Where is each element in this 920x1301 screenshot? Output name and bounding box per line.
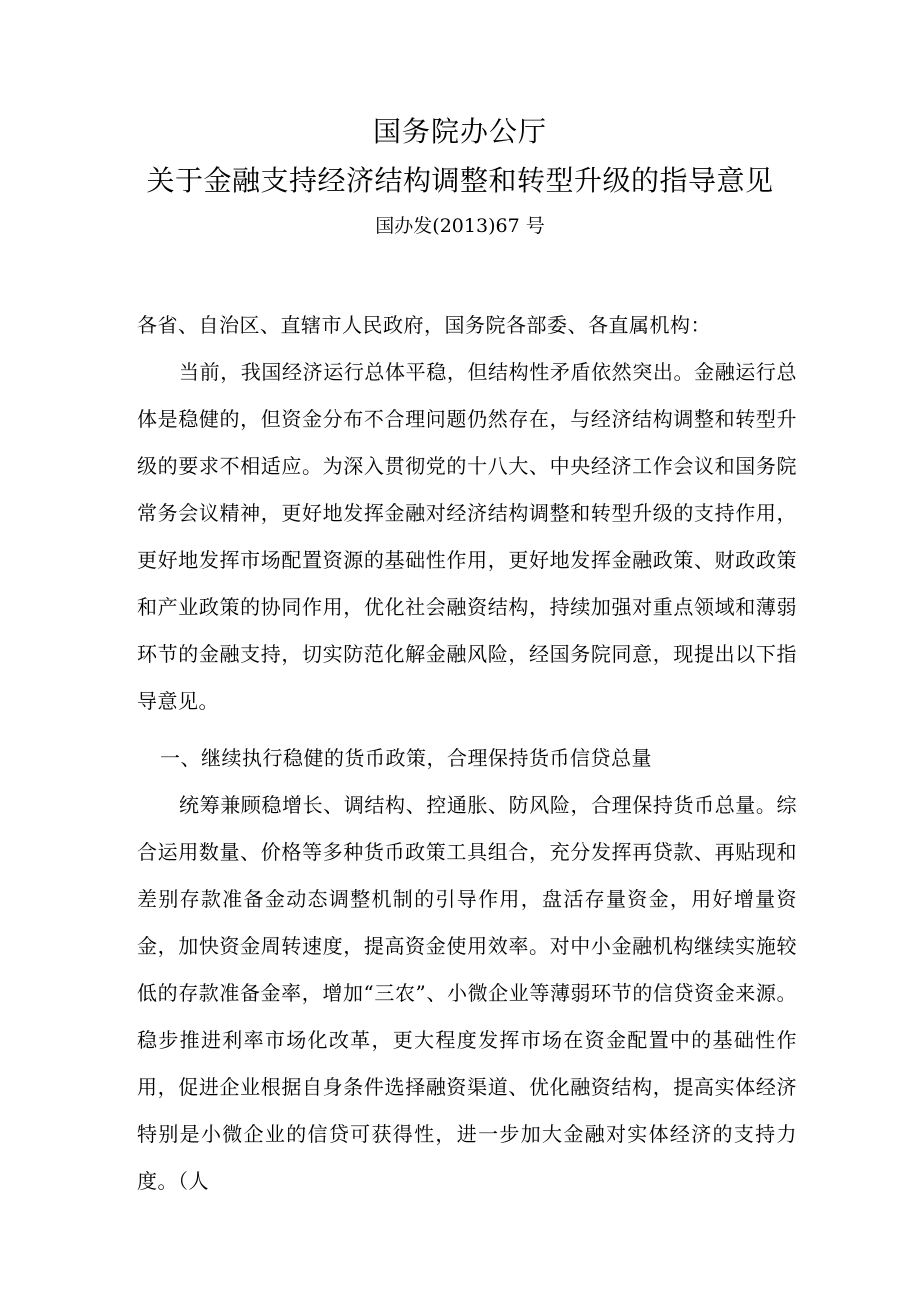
document-title: 关于金融支持经济结构调整和转型升级的指导意见 bbox=[146, 164, 774, 197]
document-issuer: 国务院办公厅 bbox=[372, 115, 547, 148]
paragraph-intro: 当前，我国经济运行总体平稳，但结构性矛盾依然突出。金融运行总体是稳健的，但资金分布不合理问题仍然存在，与经济结构调整和转型升级的要求不相适应。为深入贯彻党的十八大、中央经济工作会议和国务院常务会议精神，更好地发挥金融对经济结构调整和转型升级的支持作用，更好地发挥市场配置资源的基础性作用，更好地发挥金融政策、财政政策和产业政策的协同作用，优化社会融资结构，持续加强对重点领域和薄弱环节的金融支持，切实防范化解金融风险，经国务院同意，现提出以下指导意见。 bbox=[137, 360, 797, 713]
document-number: 国办发(2013)67 号 bbox=[375, 215, 545, 237]
section-heading-1: 一、继续执行稳健的货币政策，合理保持货币信贷总量 bbox=[160, 746, 652, 770]
salutation: 各省、自治区、直辖市人民政府，国务院各部委、各直属机构： bbox=[137, 313, 711, 337]
paragraph-section-1: 统筹兼顾稳增长、调结构、控通胀、防风险，合理保持货币总量。综合运用数量、价格等多种货币政策工具组合，充分发挥再贷款、再贴现和差别存款准备金动态调整机制的引导作用，盘活存量资金，用好增量资金，加快资金周转速度，提高资金使用效率。对中小金融机构继续实施较低的存款准备金率，增加“三农”、小微企业等薄弱环节的信贷资金来源。稳步推进利率市场化改革，更大程度发挥市场在资金配置中的基础性作用，促进企业根据自身条件选择融资渠道、优化融资结构，提高实体经济特别是小微企业的信贷可获得性，进一步加大金融对实体经济的支持力度。（人 bbox=[137, 793, 797, 1193]
